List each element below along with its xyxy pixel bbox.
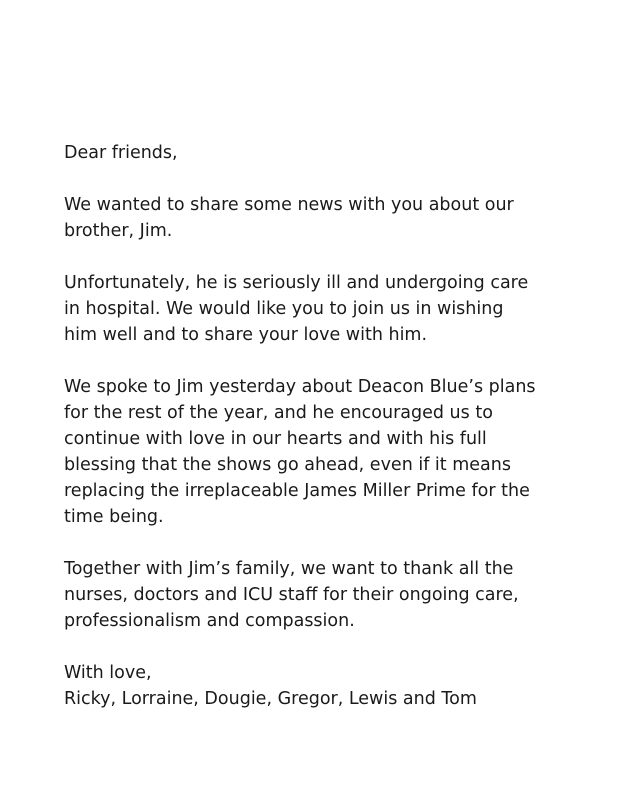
greeting-paragraph (64, 140, 604, 166)
signatures: Ricky, Lorraine, Dougie, Gregor, Lewis and Tom (64, 689, 477, 709)
greeting: Dear friends, (64, 143, 178, 163)
paragraph-plans-line-5: replacing the irreplaceable James Miller Prime for the (64, 481, 530, 501)
paragraph-plans-line-4: blessing that the shows go ahead, even if it means (64, 455, 511, 475)
paragraph-illness (64, 270, 604, 348)
paragraph-news-line-2: brother, Jim. (64, 221, 173, 241)
paragraph-thanks-line-1: Together with Jim’s family, we want to thank all the (64, 559, 514, 579)
paragraph-thanks-line-2: nurses, doctors and ICU staff for their ongoing care, (64, 585, 519, 605)
sign-off (64, 660, 604, 712)
paragraph-plans-line-2: for the rest of the year, and he encouraged us to (64, 403, 493, 423)
closing: With love, (64, 663, 152, 683)
paragraph-illness-line-2: in hospital. We would like you to join us in wishing (64, 299, 504, 319)
paragraph-illness-line-3: him well and to share your love with him. (64, 325, 428, 345)
paragraph-plans-line-3: continue with love in our hearts and with his full (64, 429, 487, 449)
paragraph-news (64, 192, 604, 244)
paragraph-plans-line-1: We spoke to Jim yesterday about Deacon Blue’s plans (64, 377, 536, 397)
paragraph-thanks (64, 556, 604, 634)
paragraph-news-line-1: We wanted to share some news with you about our (64, 195, 514, 215)
letter-body (64, 140, 604, 712)
paragraph-thanks-line-3: professionalism and compassion. (64, 611, 355, 631)
paragraph-illness-line-1: Unfortunately, he is seriously ill and undergoing care (64, 273, 529, 293)
paragraph-plans (64, 374, 604, 530)
paragraph-plans-line-6: time being. (64, 507, 164, 527)
